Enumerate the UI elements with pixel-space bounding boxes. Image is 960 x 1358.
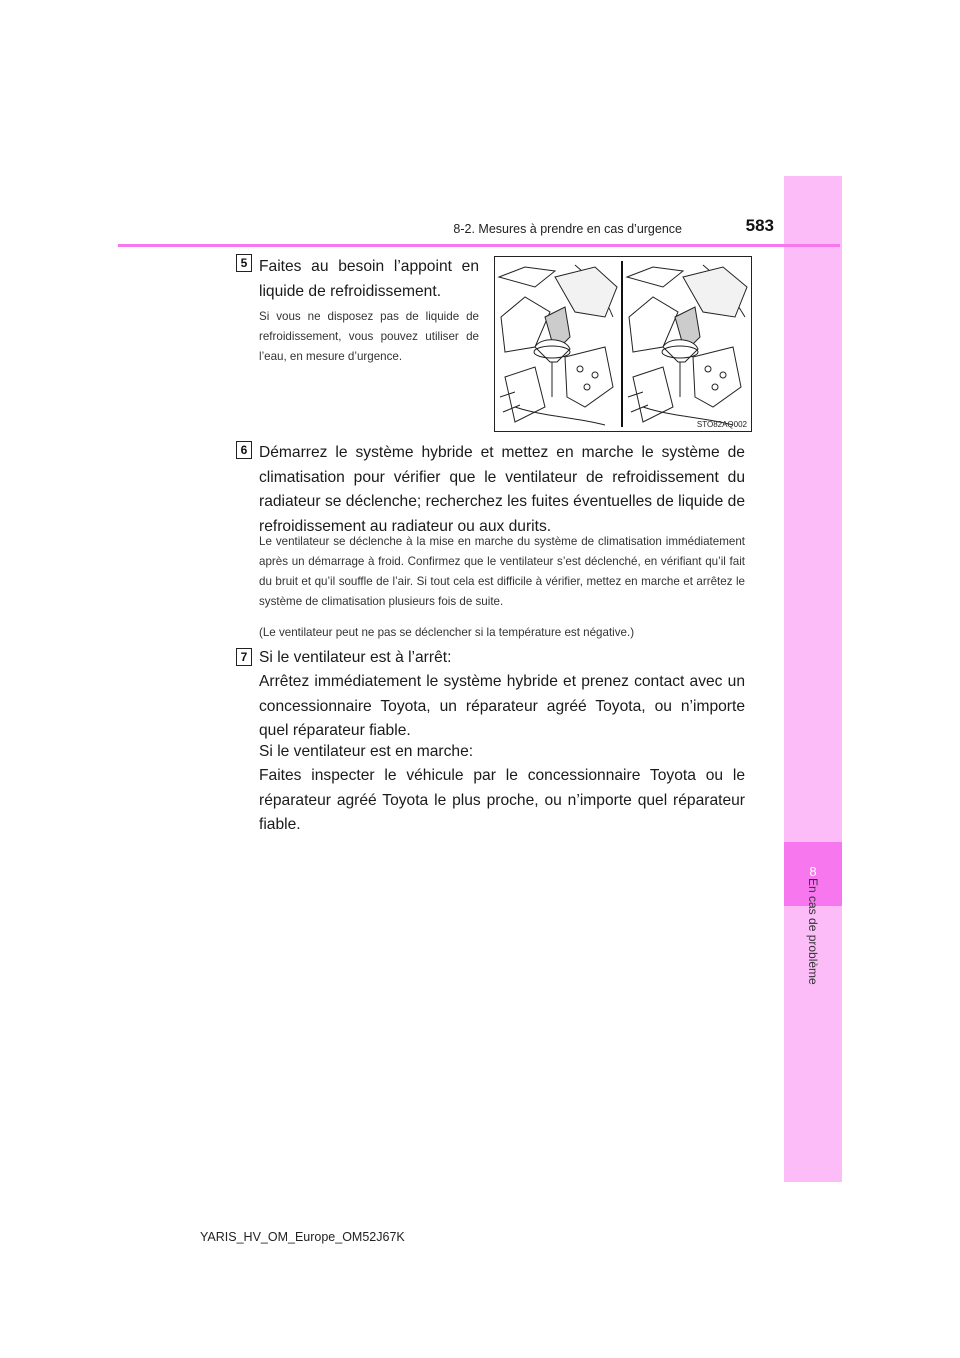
section-title: 8-2. Mesures à prendre en cas d’urgence (453, 222, 682, 236)
step-6-main-text: Démarrez le système hybride et mettez en marche le système de climatisation pour vérifier que le ventilateur de refroidissement du radiateur se déclenche; recherchez les fuites éventuelles de liquide de refroidissement au radiateur ou aux durits. (259, 444, 745, 535)
page-number: 583 (745, 216, 774, 235)
chapter-number: 8 (809, 864, 817, 879)
header-divider (118, 244, 840, 247)
step-6-note: Le ventilateur se déclenche à la mise en marche du système de climatisation immédiatement après un démarrage à froid. Confirmez que le ventilateur s’est déclenché, en vérifiant qu’il fait du bruit et qu’il souffle de l’air. Si tout cela est difficile à vérifier, mettez en marche et arrêtez le système de climatisation plusieurs fois de suite. (259, 535, 745, 608)
coolant-refill-illustration (494, 256, 752, 432)
step-7-action-running: Faites inspecter le véhicule par le concessionnaire Toyota ou le réparateur agréé Toyota le plus proche, ou n’importe quel réparateur fiable. (259, 767, 745, 833)
step-5-note: Si vous ne disposez pas de liquide de refroidissement, vous pouvez utiliser de l’eau, en mesure d’urgence. (259, 310, 479, 363)
step-badge-7: 7 (236, 648, 252, 666)
step-badge-6: 6 (236, 441, 252, 459)
chapter-title: En cas de problème (806, 878, 820, 985)
step-7-action-stopped: Arrêtez immédiatement le système hybride et prenez contact avec un concessionnaire Toyota, un réparateur agréé Toyota, ou n’importe quel réparateur fiable. (259, 673, 745, 739)
step-6-note-2: (Le ventilateur peut ne pas se déclencher si la température est négative.) (259, 626, 635, 639)
step-5-main-text: Faites au besoin l’appoint en liquide de refroidissement. (259, 258, 479, 300)
illustration-code: STO82AQ002 (696, 420, 747, 429)
step-7-condition-stopped: Si le ventilateur est à l’arrêt: (259, 649, 452, 666)
step-badge-5: 5 (236, 254, 252, 272)
chapter-side-tab (784, 176, 842, 1182)
document-reference: YARIS_HV_OM_Europe_OM52J67K (200, 1230, 405, 1244)
engine-funnel-icon (495, 257, 751, 431)
step-7-condition-running: Si le ventilateur est en marche: (259, 743, 474, 760)
